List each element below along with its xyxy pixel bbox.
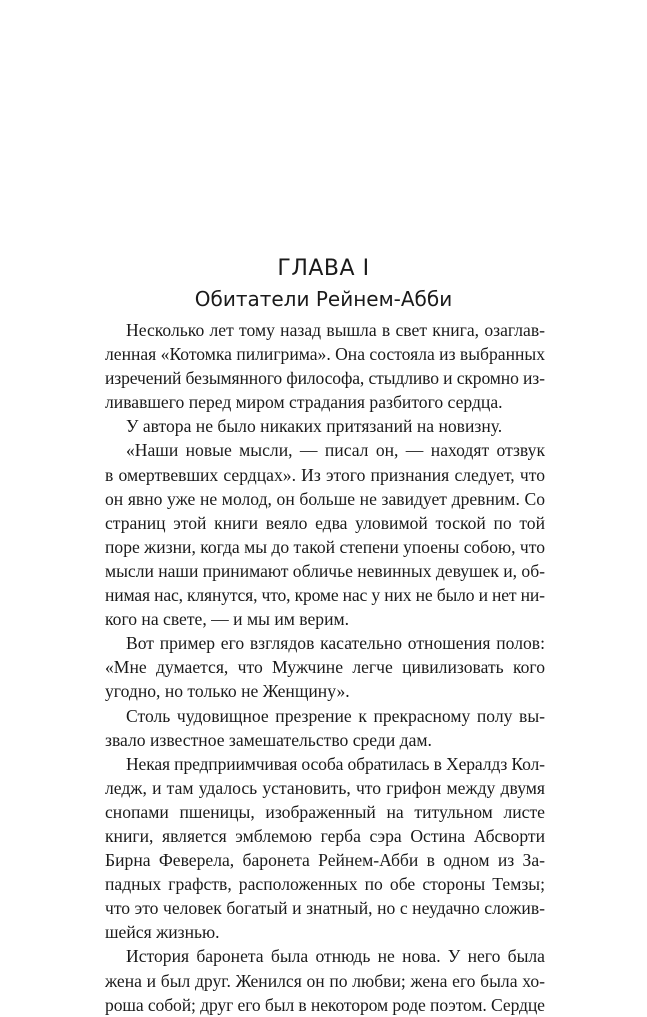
text-line: шейся жизнью. xyxy=(105,922,220,943)
text-line: «Мне думается, что Мужчине легче цивилизовать кого xyxy=(105,657,545,678)
text-line: жена и был друг. Женился он по любви; жена его была хо- xyxy=(105,970,545,991)
text-line: снопами пшеницы, изображенный на титульном листе xyxy=(105,801,545,822)
text-line: книги, является эмблемою герба сэра Остина Абсворти xyxy=(105,825,545,846)
text-line: он явно уже не молод, он больше не завидует древним. Со xyxy=(105,488,545,509)
text-line: нимая нас, клянутся, что, кроме нас у них не было и нет ни- xyxy=(105,585,545,606)
text-line: угодно, но только не Женщину». xyxy=(105,681,350,702)
chapter-title: Обитатели Рейнем-Абби xyxy=(194,287,453,311)
text-line: роша собой; друг его был в некотором роде поэтом. Сердце xyxy=(105,994,545,1015)
text-line: История баронета была отнюдь не нова. У него была xyxy=(126,946,545,967)
chapter-body-text xyxy=(105,318,545,1017)
text-line: У автора не было никаких притязаний на новизну. xyxy=(126,416,503,437)
text-line: в омертвевших сердцах». Из этого признания следует, что xyxy=(105,464,545,485)
text-line: страниц этой книги веяло едва уловимой тоской по той xyxy=(105,512,545,533)
text-line: ленная «Котомка пилигрима». Она состояла из выбранных xyxy=(105,344,545,365)
text-line: ливавшего перед миром страдания разбитого сердца. xyxy=(105,392,503,413)
text-line: звало известное замешательство среди дам. xyxy=(105,729,432,750)
text-line: Бирна Феверела, баронета Рейнем-Абби в одном из За- xyxy=(105,850,545,871)
text-line: Несколько лет тому назад вышла в свет книга, озаглав- xyxy=(126,320,545,340)
text-line: мысли наши принимают обличье невинных девушек и, об- xyxy=(105,560,545,581)
text-line: ледж, и там удалось установить, что грифон между двумя xyxy=(105,777,545,798)
text-line: поре жизни, когда мы до такой степени упоены собою, что xyxy=(105,536,545,557)
text-line: изречений безымянного философа, стыдливо и скромно из- xyxy=(105,368,545,389)
text-line: Некая предприимчивая особа обратилась в Хералдз Кол- xyxy=(126,753,545,774)
text-line: кого на свете, — и мы им верим. xyxy=(105,609,350,630)
text-line: Столь чудовищное презрение к прекрасному полу вы- xyxy=(126,705,545,726)
text-line: что это человек богатый и знатный, но с неудачно сложив- xyxy=(105,898,545,919)
chapter-number: ГЛАВА I xyxy=(277,256,370,281)
text-line: падных графств, расположенных по обе стороны Темзы; xyxy=(105,874,545,895)
text-line: Вот пример его взглядов касательно отношения полов: xyxy=(126,633,545,654)
text-line: «Наши новые мысли, — писал он, — находят отзвук xyxy=(126,440,545,461)
